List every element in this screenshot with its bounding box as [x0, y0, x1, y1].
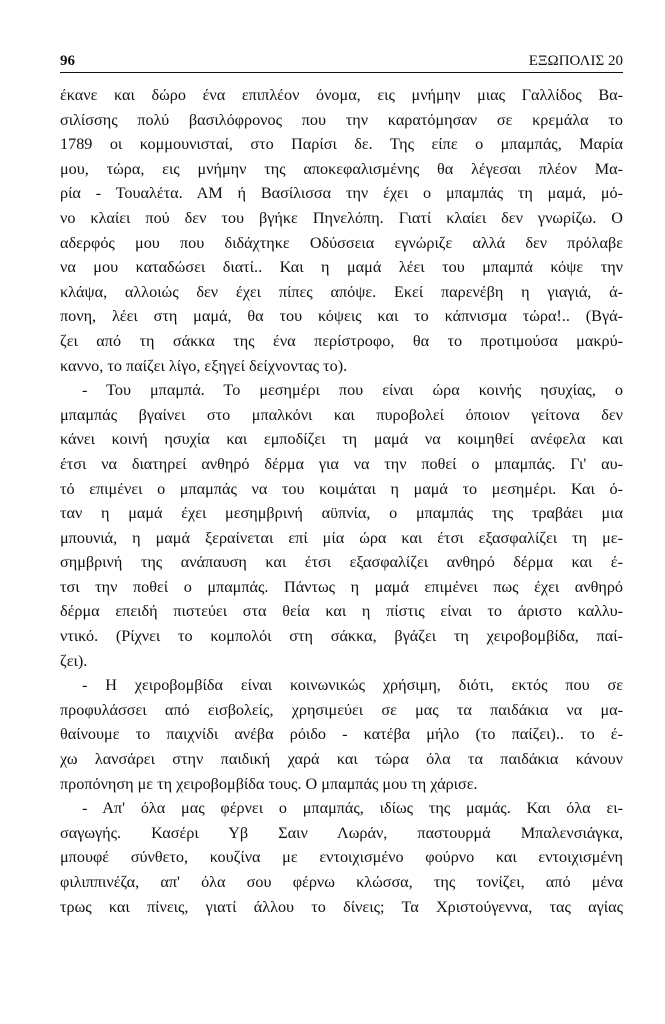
- text-line: ρία - Τουαλέτα. ΑΜ ή Βασίλισσα την έχει ο μπαμπάς τη μαμά, μό-: [60, 184, 623, 203]
- text-line: - Η χειροβομβίδα είναι κοινωνικώς χρήσιμη, διότι, εκτός που σε: [82, 676, 623, 695]
- text-line: έκανε και δώρο ένα επιπλέον όνομα, εις μνήμην μιας Γαλλίδος Βα-: [60, 86, 623, 104]
- text-line: μπουνιά, η μαμά ξεραίνεται επί μία ώρα και έτσι εξασφαλίζει τη με-: [60, 528, 623, 547]
- text-line: ζει).: [60, 651, 88, 670]
- text-line: ταν η μαμά έχει μεσημβρινή αϋπνία, ο μπαμπάς της τραβάει μια: [60, 504, 623, 523]
- text-line: μπαμπάς βγαίνει στο μπαλκόνι και πυροβολεί όποιον γείτονα δεν: [60, 405, 623, 424]
- body-text: [60, 83, 623, 919]
- text-line: τρως και πίνεις, γιατί άλλου το δίνεις; Τα Χριστούγεννα, τας αγίας: [60, 897, 623, 916]
- text-line: πονη, λέει στη μαμά, θα του κόψεις και το κάπνισμα τώρα!.. (Βγά-: [60, 307, 623, 326]
- text-line: κλάψα, αλλοιώς δεν έχει πίπες απόψε. Εκεί παρενέβη η γιαγιά, ά-: [60, 282, 623, 301]
- text-line: τσι την ποθεί ο μπαμπάς. Πάντως η μαμά επιμένει πως έχει ανθηρό: [60, 577, 623, 596]
- text-line: ντικό. (Ρίχνει το κομπολόι στη σάκκα, βγάζει τη χειροβομβίδα, παί-: [60, 627, 623, 646]
- text-line: χω λανσάρει στην παιδική χαρά και τώρα όλα τα παιδάκια κάνουν: [60, 750, 623, 769]
- text-line: σιλίσσης πολύ βασιλόφρονος που την καρατόμησαν σε κρεμάλα το: [60, 110, 623, 129]
- text-line: μπουφέ σύνθετο, κουζίνα με εντοιχισμένο φούρνο και εντοιχισμένη: [60, 848, 623, 867]
- text-line: καννο, το παίζει λίγο, εξηγεί δείχνοντας το).: [60, 356, 348, 375]
- text-line: προπόνηση με τη χειροβομβίδα τους. Ο μπαμπάς μου τη χάρισε.: [60, 774, 478, 793]
- text-line: δέρμα επειδή πιστεύει στα θεία και η πίστις είναι το άριστο καλλυ-: [60, 602, 623, 621]
- text-line: μου, τώρα, εις μνήμην της αποκεφαλισμένης θα λέγεσαι πλέον Μα-: [60, 159, 623, 178]
- text-line: τό επιμένει ο μπαμπάς να του κοιμάται η μαμά το μεσημέρι. Και ό-: [60, 479, 623, 498]
- text-line: αδερφός μου που διδάχτηκε Οδύσσεια εγνώριζε αλλά δεν πρόλαβε: [60, 233, 623, 252]
- page-number: 96: [60, 53, 75, 69]
- text-line: - Του μπαμπά. Το μεσημέρι που είναι ώρα κοινής ησυχίας, ο: [82, 381, 623, 400]
- text-line: ζει από τη σάκκα της ένα περίστροφο, θα το προτιμούσα μακρύ-: [60, 331, 623, 350]
- text-line: να μου καταδώσει διατί.. Και η μαμά λέει του μπαμπά κόψε την: [60, 258, 623, 277]
- text-line: φιλιππινέζα, απ' όλα σου φέρνω κλώσσα, της τονίζει, από μένα: [60, 873, 623, 891]
- text-line: νο κλαίει πού δεν του βγήκε Πηνελόπη. Γιατί κλαίει δεν γνωρίζω. Ο: [60, 208, 623, 227]
- text-line: έτσι να διατηρεί ανθηρό δέρμα για να την ποθεί ο μπαμπάς. Γι' αυ-: [60, 454, 623, 473]
- running-title: ΕΞΩΠΟΛΙΣ 20: [528, 53, 623, 69]
- text-line: - Απ' όλα μας φέρνει ο μπαμπάς, ιδίως της μαμάς. Και όλα ει-: [82, 799, 623, 818]
- text-line: σαγωγής. Κασέρι Υβ Σαιν Λωράν, παστουρμά Μπαλενσιάγκα,: [60, 823, 623, 842]
- text-line: θαίνουμε το παιχνίδι ανέβα ρόιδο - κατέβα μήλο (το παίζει).. το έ-: [60, 725, 623, 744]
- text-line: προφυλάσσει από εισβολείς, χρησιμεύει σε μας τα παιδάκια να μα-: [60, 700, 623, 719]
- book-page: [60, 52, 623, 919]
- running-head: [60, 52, 623, 73]
- text-line: κάνει κοινή ησυχία και εμποδίζει τη μαμά να κοιμηθεί ανέφελα και: [60, 430, 623, 449]
- text-line: σημβρινή της ανάπαυση και έτσι εξασφαλίζει ανθηρό δέρμα και έ-: [60, 553, 623, 572]
- text-line: 1789 οι κομμουνισταί, στο Παρίσι δε. Της είπε ο μπαμπάς, Μαρία: [60, 135, 623, 154]
